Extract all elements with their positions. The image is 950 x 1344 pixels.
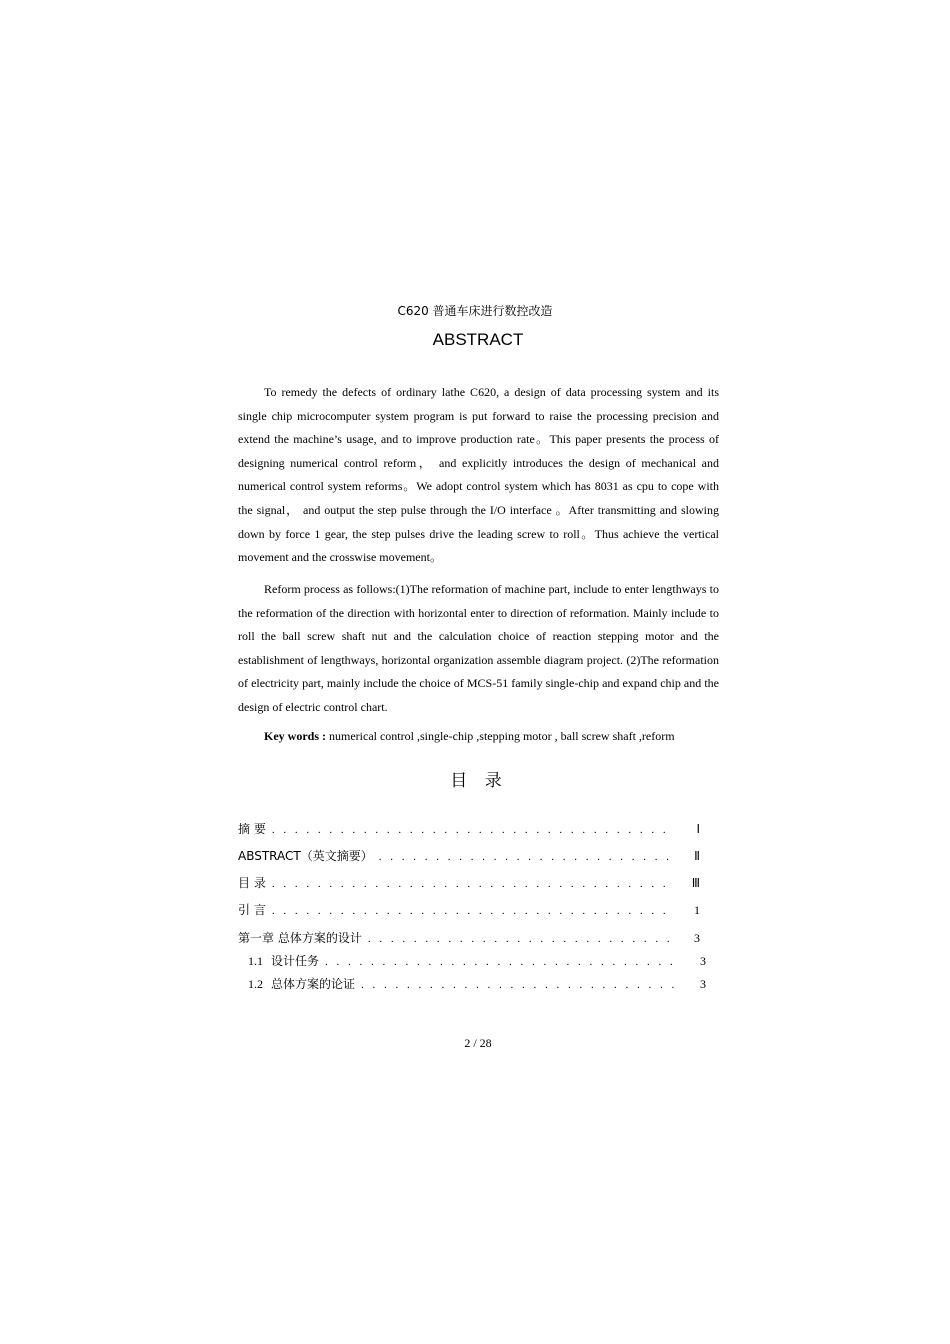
toc-entry-page: Ⅲ	[691, 876, 700, 890]
toc-entry-contents[interactable]	[238, 874, 700, 894]
toc-entry-label	[248, 975, 355, 992]
keywords-label: Key words :	[264, 729, 326, 743]
toc-leader-dots	[272, 878, 672, 890]
toc-entry-number: 1.2	[248, 977, 263, 991]
toc-entry-page: 3	[694, 931, 700, 945]
toc-entry-page: 3	[700, 954, 706, 968]
toc-entry-abstract-en[interactable]	[238, 847, 700, 867]
toc-entry-label: 第一章 总体方案的设计	[238, 931, 362, 945]
toc-entry-introduction[interactable]	[238, 901, 700, 921]
keywords-value: numerical control ,single-chip ,stepping motor , ball screw shaft ,reform	[326, 729, 675, 743]
abstract-title: ABSTRACT	[432, 330, 524, 349]
toc-leader-dots	[379, 851, 672, 863]
toc-entry-number: 1.1	[248, 954, 263, 968]
running-header: C620 普通车床进行数控改造	[397, 304, 553, 318]
toc-entry-page: Ⅰ	[696, 822, 700, 836]
toc-entry-label: 引 言	[238, 903, 266, 917]
abstract-paragraph-1: To remedy the defects of ordinary lathe C620, a design of data processing system and its single chip microcomputer system program is put forward to raise the processing precision and extend the machine’s usage, and to improve production rate。This paper presents the process of designing numerical control reform， and explicitly introduces the design of mechanical and numerical control system reforms。We adopt control system which has 8031 as cpu to cope with the signal， and output the step pulse through the I/O interface 。After transmitting and slowing down by force 1 gear, the step pulses drive the leading screw to roll。Thus achieve the vertical movement and the crosswise movement。	[238, 385, 719, 565]
toc-entry-text: 设计任务	[271, 954, 320, 968]
toc-leader-dots	[325, 956, 678, 968]
toc-leader-dots	[361, 979, 678, 991]
toc-entry-label: 摘 要	[238, 822, 266, 836]
toc-leader-dots	[272, 824, 672, 836]
toc-entry-section-1-1[interactable]	[248, 952, 706, 972]
toc-entry-section-1-2[interactable]	[248, 975, 706, 995]
toc-leader-dots	[368, 933, 672, 945]
toc-entry-page: 3	[700, 977, 706, 991]
toc-entry-label: ABSTRACT（英文摘要）	[238, 849, 373, 863]
toc-entry-label	[248, 952, 319, 969]
toc-entry-abstract-cn[interactable]	[238, 820, 700, 840]
page-number: 2 / 28	[464, 1036, 492, 1050]
toc-leader-dots	[272, 905, 672, 917]
toc-entry-chapter-1[interactable]	[238, 929, 700, 949]
keywords-line	[238, 725, 719, 748]
abstract-paragraph-2: Reform process as follows:(1)The reformation of machine part, include to enter lengthways to the reformation of the direction with horizontal enter to direction of reformation. Mainly include to roll the ball screw shaft nut and the calculation choice of reaction stepping motor and the establishment of lengthways, horizontal organization assemble diagram project. (2)The reformation of electricity part, mainly include the choice of MCS-51 family single-chip and expand chip and the design of electric control chart.	[238, 582, 719, 714]
toc-title: 目 录	[450, 771, 508, 791]
toc-entry-page: 1	[694, 903, 700, 917]
toc-entry-label: 目 录	[238, 876, 266, 890]
toc-entry-page: Ⅱ	[694, 849, 700, 863]
toc-entry-text: 总体方案的论证	[271, 977, 356, 991]
